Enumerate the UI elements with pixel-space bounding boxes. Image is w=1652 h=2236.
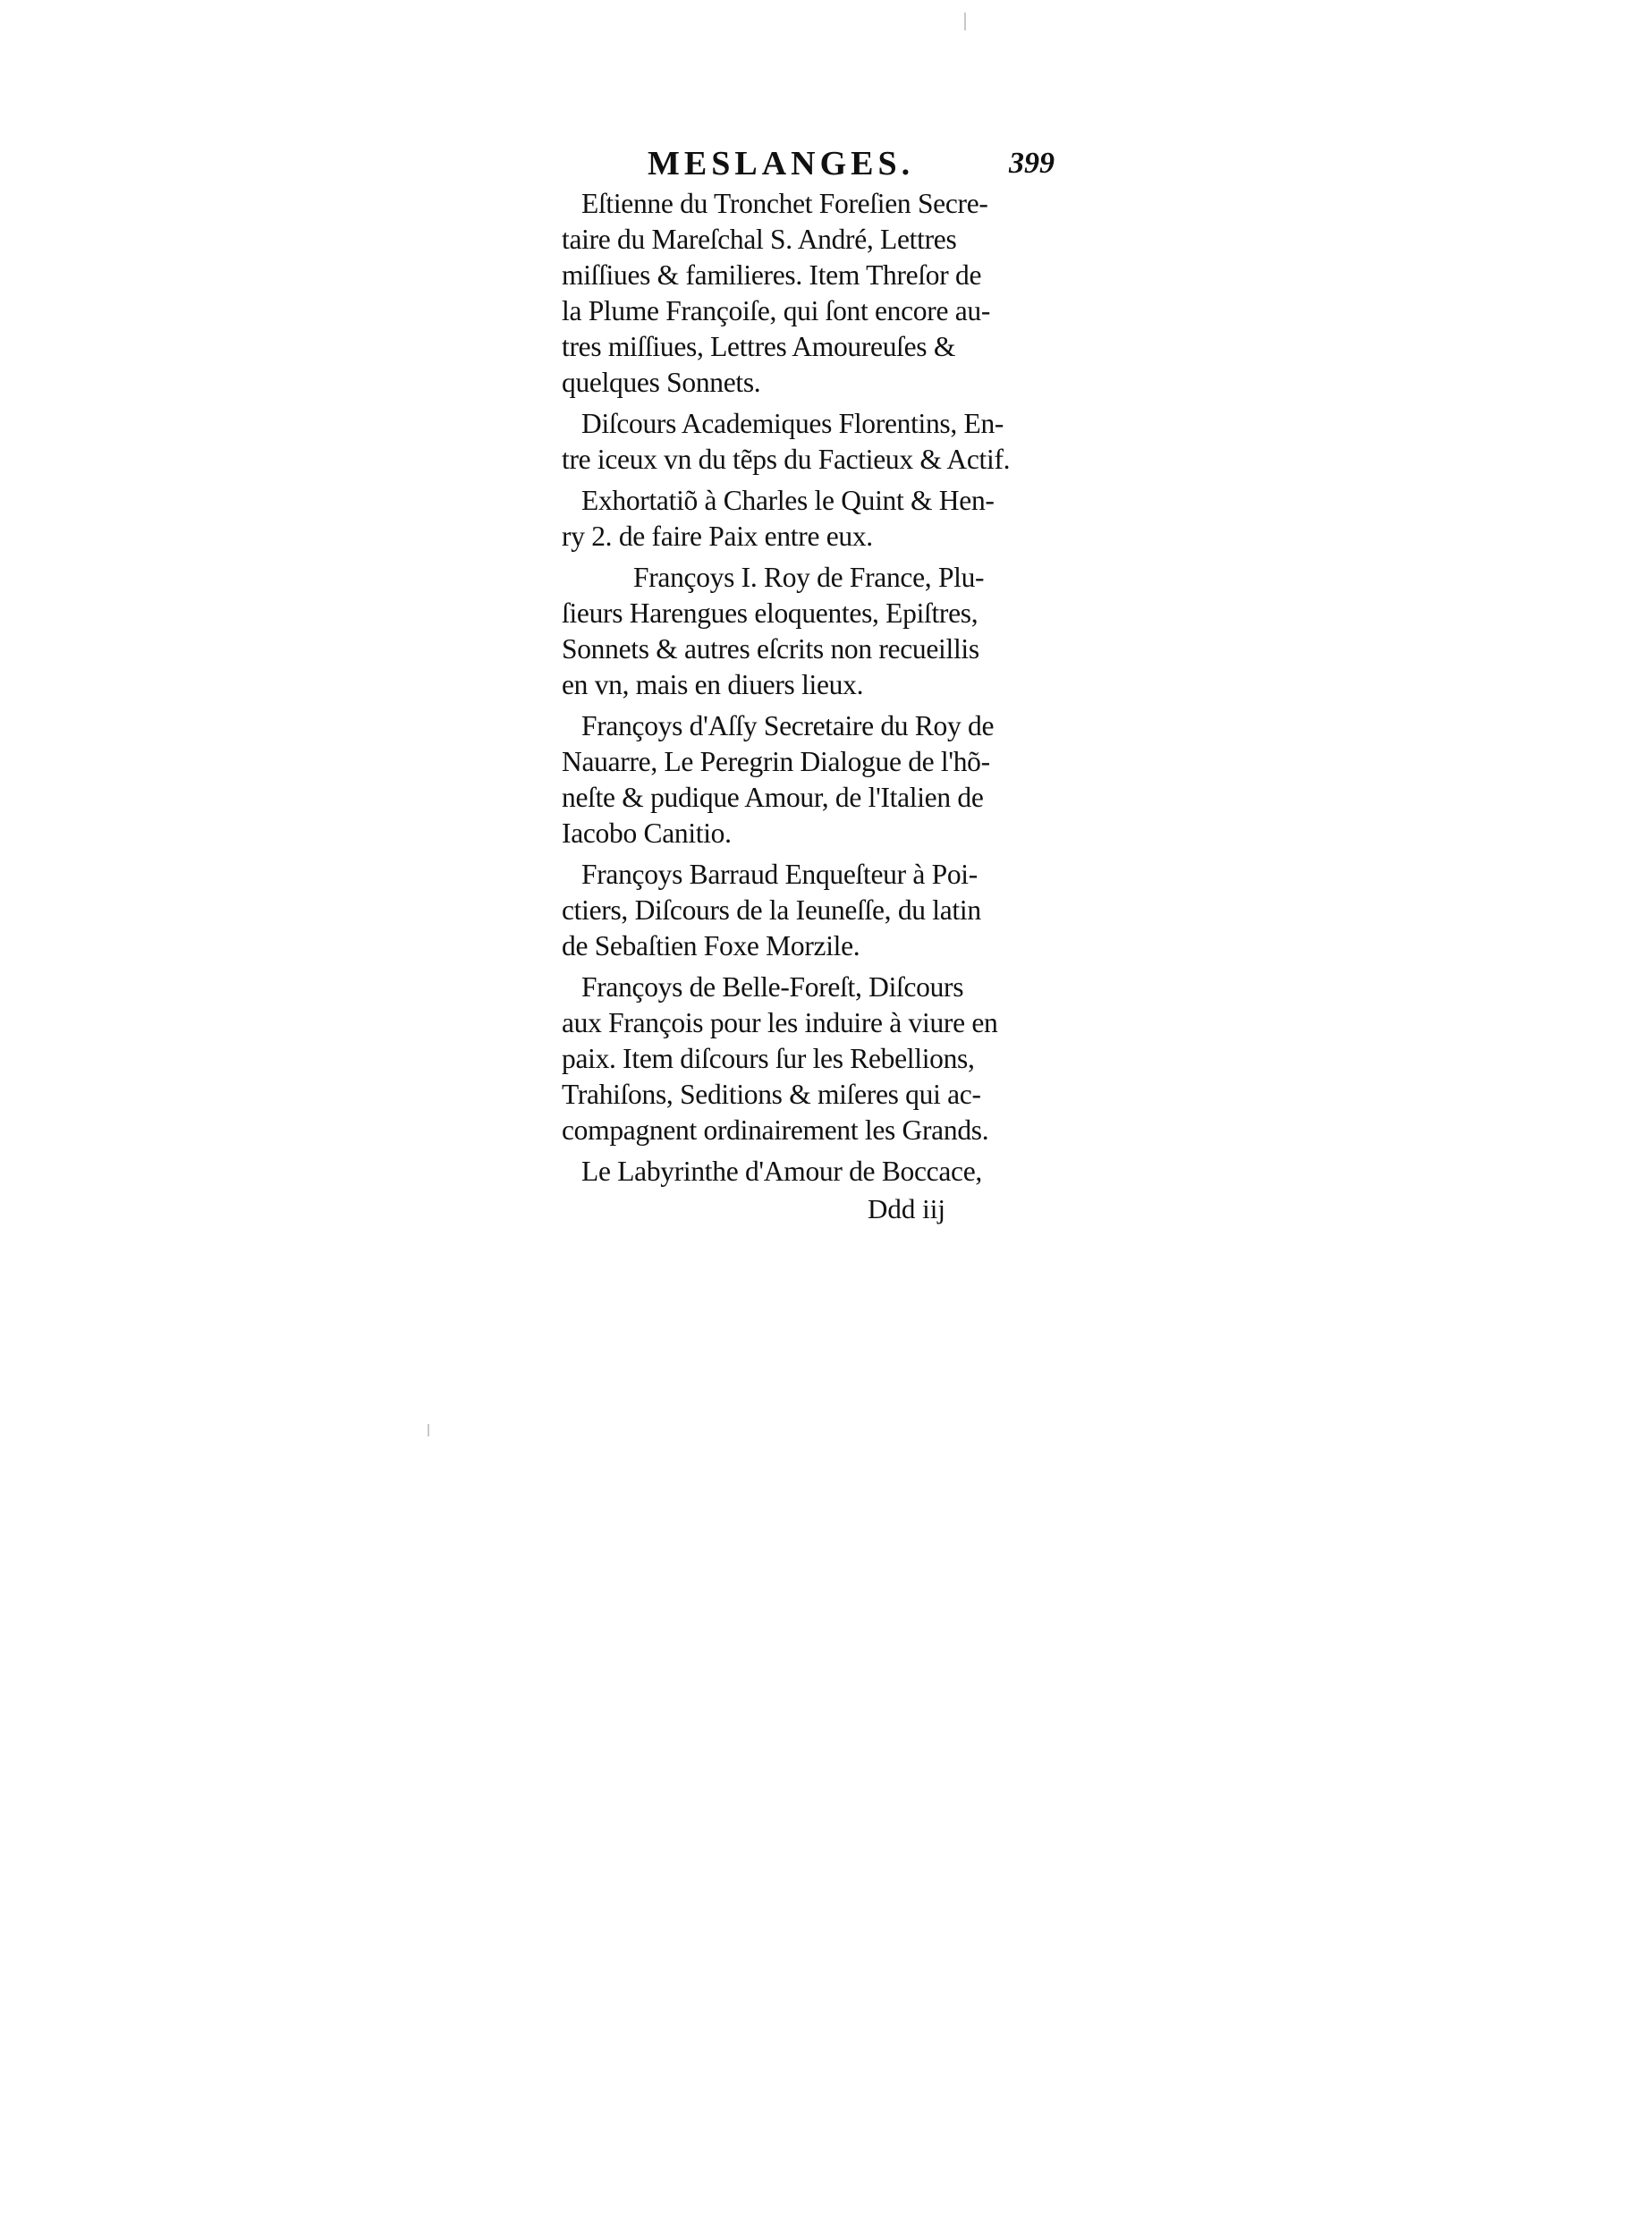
- entry-line: Françoys Barraud Enqueſteur à Poi-: [581, 859, 978, 890]
- page-header: [562, 143, 1089, 184]
- bibliography-entry: [562, 708, 1089, 851]
- entry-line: en vn, mais en diuers lieux.: [562, 669, 864, 700]
- entry-line: Diſcours Academiques Florentins, En-: [581, 408, 1004, 439]
- entry-line: Françoys de Belle-Foreſt, Diſcours: [581, 971, 964, 1003]
- scan-speck: [964, 13, 966, 30]
- entry-line: paix. Item diſcours ſur les Rebellions,: [562, 1043, 975, 1074]
- bibliography-entry: [562, 483, 1089, 555]
- running-title: MESLANGES.: [648, 145, 915, 182]
- entry-line: tre iceux vn du tẽps du Factieux & Actif.: [562, 444, 1011, 475]
- entry-line: miſſiues & familieres. Item Threſor de: [562, 259, 982, 291]
- entry-line: ctiers, Diſcours de la Ieuneſſe, du latin: [562, 894, 981, 926]
- entry-line: Sonnets & autres eſcrits non recueillis: [562, 633, 979, 665]
- entry-line: taire du Mareſchal S. André, Lettres: [562, 224, 957, 255]
- entry-line: Trahiſons, Seditions & miſeres qui ac-: [562, 1079, 981, 1110]
- entry-line: aux François pour les induire à viure en: [562, 1007, 998, 1038]
- entry-line: compagnent ordinairement les Grands.: [562, 1114, 989, 1146]
- entry-line: de Sebaſtien Foxe Morzile.: [562, 930, 860, 961]
- entry-line: ſieurs Harengues eloquentes, Epiſtres,: [562, 597, 978, 629]
- entry-line: la Plume Françoiſe, qui ſont encore au-: [562, 295, 991, 326]
- signature-mark: Ddd iij: [868, 1193, 945, 1224]
- entry-line: Françoys I. Roy de France, Plu-: [633, 562, 985, 593]
- bibliography-entry: [562, 857, 1089, 964]
- page-number: 399: [1009, 147, 1055, 180]
- scan-speck: [428, 1424, 429, 1436]
- entry-line: Iacobo Canitio.: [562, 817, 732, 849]
- entry-line: neſte & pudique Amour, de l'Italien de: [562, 782, 984, 813]
- entry-line: quelques Sonnets.: [562, 367, 761, 398]
- bibliography-entry: [562, 970, 1089, 1148]
- entry-line: ry 2. de faire Paix entre eux.: [562, 521, 873, 552]
- entry-line: Nauarre, Le Peregrin Dialogue de l'hõ-: [562, 746, 990, 777]
- entry-line: Françoys d'Aſſy Secretaire du Roy de: [581, 710, 995, 741]
- entry-line: Eſtienne du Tronchet Foreſien Secre-: [581, 188, 988, 219]
- entry-line: Exhortatiõ à Charles le Quint & Hen-: [581, 485, 995, 516]
- entry-line: Le Labyrinthe d'Amour de Boccace,: [581, 1156, 982, 1187]
- bibliography-entry: [562, 560, 1089, 703]
- entry-line: tres miſſiues, Lettres Amoureuſes &: [562, 331, 956, 362]
- bibliography-entry: [562, 186, 1089, 401]
- text-column: [562, 143, 1089, 1229]
- bibliography-entry: [562, 406, 1089, 478]
- bibliography-entry: [562, 1154, 1089, 1190]
